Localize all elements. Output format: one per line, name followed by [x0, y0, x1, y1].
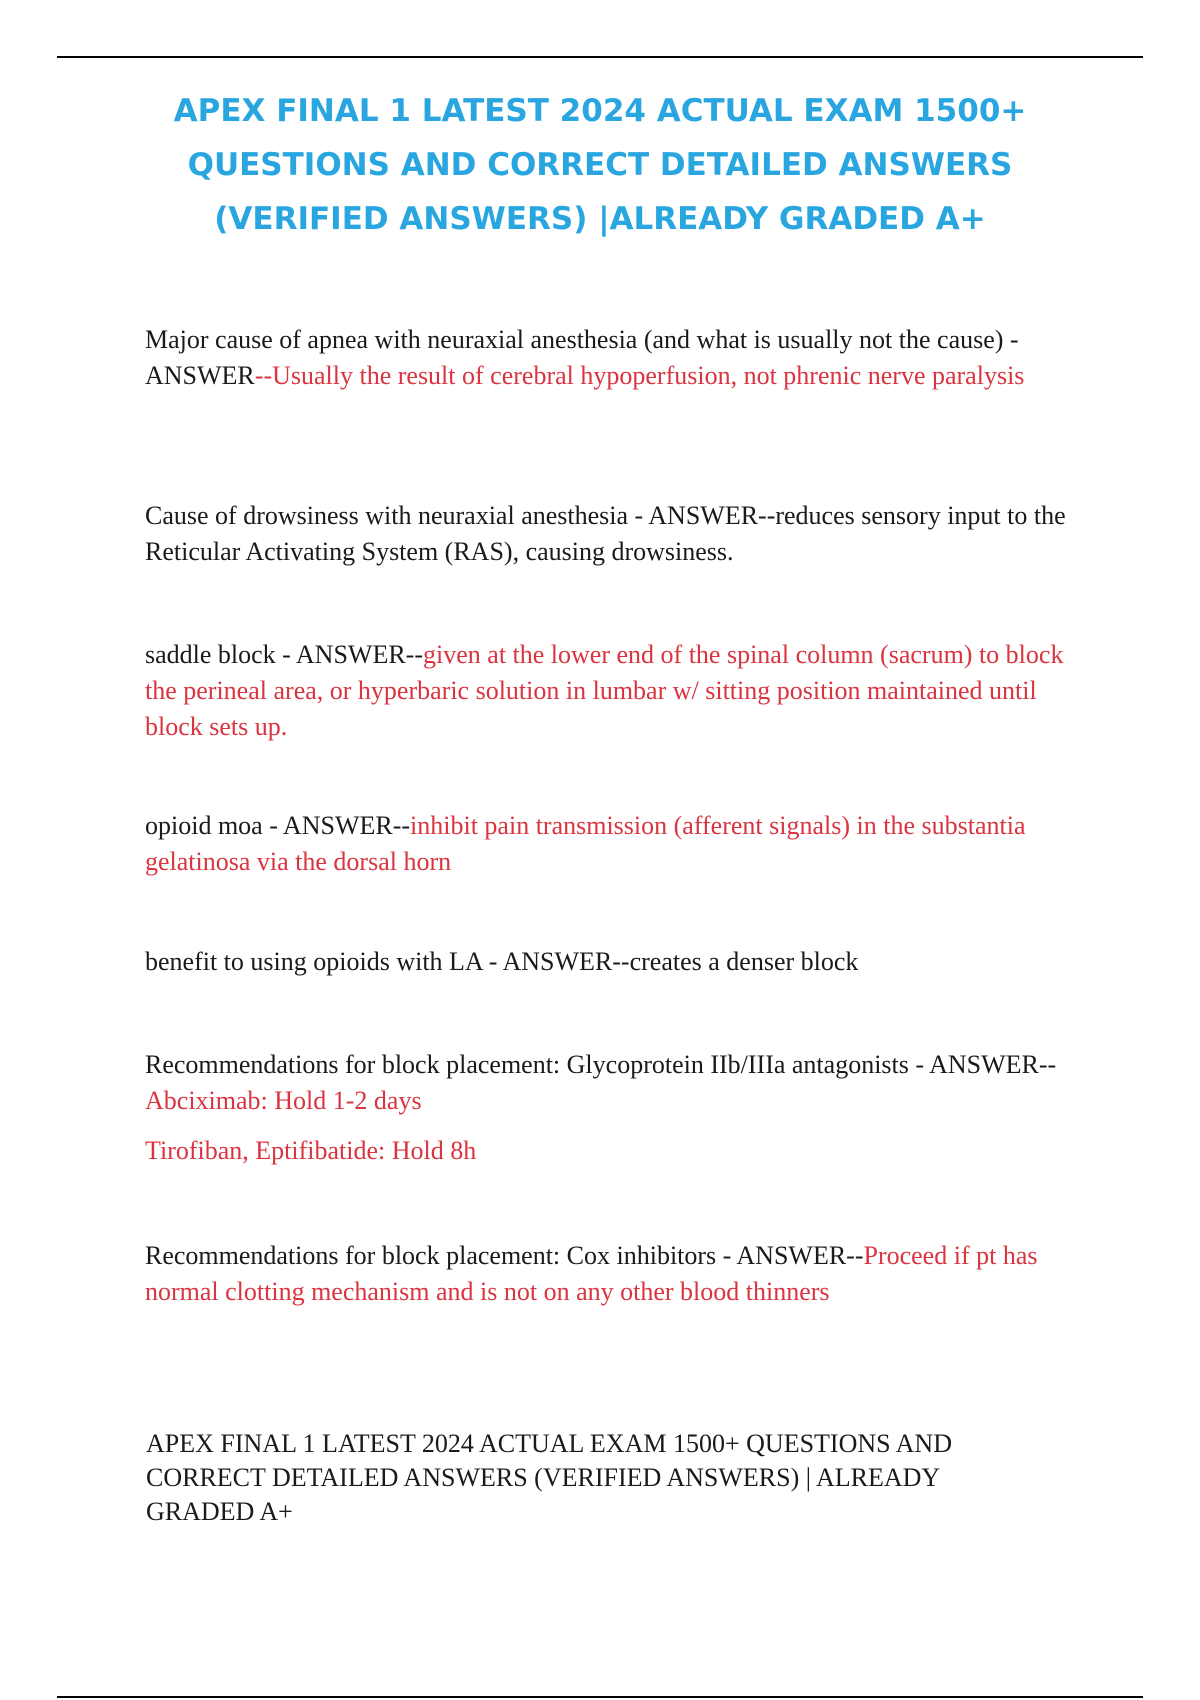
answer-text: inhibit pain transmission (afferent signals) in the substantia gelatinosa via the dorsal horn — [145, 811, 1026, 876]
title-line-3: (VERIFIED ANSWERS) |ALREADY GRADED A+ — [214, 201, 986, 237]
answer-text: --reduces sensory input to the Reticular Activating System (RAS), causing drowsiness. — [145, 501, 1066, 566]
answer-text: Proceed if pt has normal clotting mechanism and is not on any other blood thinners — [145, 1241, 1038, 1306]
question-text: opioid moa - ANSWER-- — [145, 811, 411, 840]
qa-entry-cox-inhibitors — [145, 1238, 1085, 1310]
question-text: benefit to using opioids with LA - ANSWER — [145, 947, 613, 976]
answer-extra-text: Tirofiban, Eptifibatide: Hold 8h — [145, 1136, 477, 1165]
qa-entry-opioid-moa — [145, 808, 1085, 880]
question-text: Major cause of apnea with neuraxial anesthesia (and what is usually not the cause) - ANSWER — [145, 325, 1019, 390]
qa-entry-saddle-block — [145, 637, 1085, 745]
question-text: saddle block - ANSWER-- — [145, 640, 424, 669]
title-line-2: QUESTIONS AND CORRECT DETAILED ANSWERS — [187, 147, 1013, 183]
answer-text: given at the lower end of the spinal column (sacrum) to block the perineal area, or hyperbaric solution in lumbar w/ sitting position maintained until block sets up. — [145, 640, 1064, 741]
bottom-rule — [57, 1696, 1143, 1698]
top-rule — [57, 56, 1143, 58]
qa-entry-apnea — [145, 322, 1085, 394]
qa-entry-drowsiness — [145, 498, 1085, 570]
answer-text: --Usually the result of cerebral hypoperfusion, not phrenic nerve paralysis — [254, 361, 1025, 390]
document-title — [100, 84, 1100, 246]
answer-text: --creates a denser block — [612, 947, 859, 976]
question-text: Recommendations for block placement: Glycoprotein IIb/IIIa antagonists - ANSWER-- — [145, 1050, 1057, 1079]
question-text: Recommendations for block placement: Cox inhibitors - ANSWER-- — [145, 1241, 864, 1270]
title-line-1: APEX FINAL 1 LATEST 2024 ACTUAL EXAM 1500+ — [173, 93, 1027, 129]
question-text: Cause of drowsiness with neuraxial anesthesia - ANSWER — [145, 501, 759, 530]
qa-entry-opioids-la — [145, 944, 1085, 980]
answer-text: Abciximab: Hold 1-2 days — [145, 1086, 422, 1115]
footer-title: APEX FINAL 1 LATEST 2024 ACTUAL EXAM 1500+ QUESTIONS AND CORRECT DETAILED ANSWERS (VERIFIED ANSWERS) | ALREADY GRADED A+ — [146, 1429, 952, 1526]
qa-entry-glycoprotein — [145, 1047, 1085, 1169]
